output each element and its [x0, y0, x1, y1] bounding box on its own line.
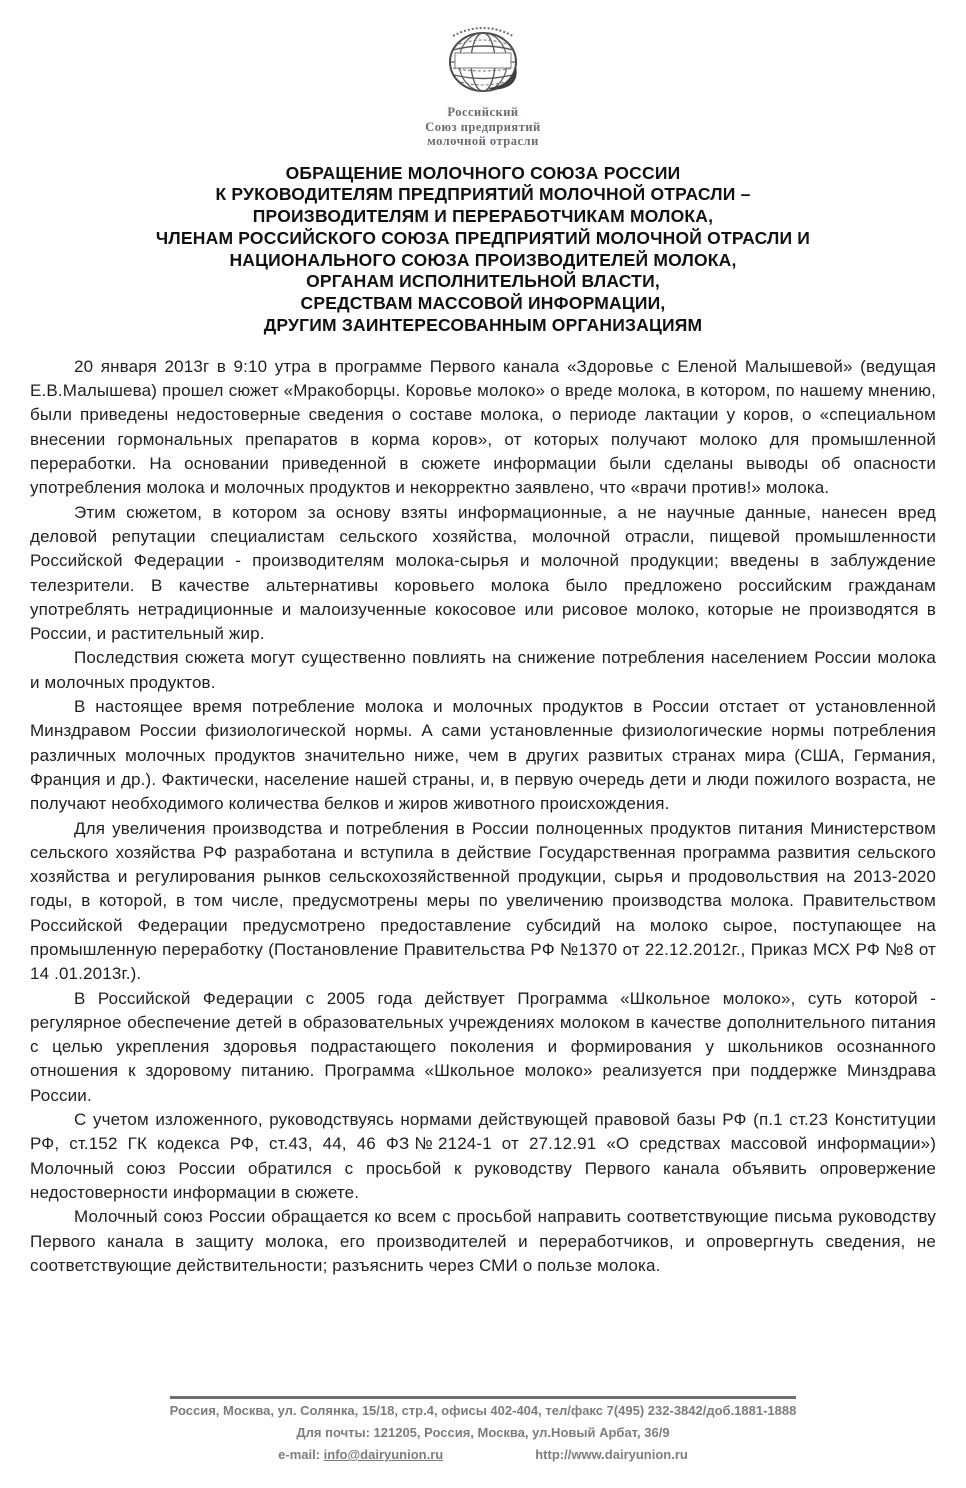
title-line: ПРОИЗВОДИТЕЛЯМ И ПЕРЕРАБОТЧИКАМ МОЛОКА,	[252, 206, 714, 227]
paragraph: В Российской Федерации с 2005 года действует Программа «Школьное молоко», суть которой - регулярное обеспечение детей в образовательных учреждениях молоком в качестве дополнительного питания с целью укрепления здоровья подрастающего поколения и формирования у школьников осознанного отношения к здоровому питанию. Программа «Школьное молоко» реализуется при поддержке Минздрава России.	[30, 988, 936, 1105]
logo-caption-line: Союз предприятий	[425, 119, 541, 134]
paragraph: Для увеличения производства и потребления в России полноценных продуктов питания Министерством сельского хозяйства РФ разработана и вступила в действие Государственная программа развития сельского хозяйства и регулирования рынков сельскохозяйственной продукции, сырья и продовольствия на 2013-2020 годы, в которой, в том числе, предусмотрены меры по увеличению производства молока. Правительством Российской Федерации предусмотрено предоставление субсидий на молоко сырое, поступающее на промышленную переработку (Постановление Правительства РФ №1370 от 22.12.2012г., Приказ МСХ РФ №8 от 14 .01.2013г.).	[30, 818, 936, 984]
letter-body	[30, 355, 936, 1278]
paragraph: Этим сюжетом, в котором за основу взяты информационные, а не научные данные, нанесен вред деловой репутации специалистам сельского хозяйства, молочной отрасли, пищевой промышленности Российской Федерации - производителям молока-сырья и молочной продукции; введены в заблуждение телезрители. В качестве альтернативы коровьего молока было предложено российским гражданам употреблять нетрадиционные и малоизученные кокосовое или рисовое молоко, которые не производятся в России, и растительный жир.	[30, 502, 936, 644]
logo-block	[30, 18, 936, 149]
logo-caption	[30, 105, 936, 149]
footer-postal-address: Для почты: 121205, Россия, Москва, ул.Новый Арбат, 36/9	[296, 1425, 670, 1440]
footer-website: http://www.dairyunion.ru	[535, 1447, 688, 1462]
title-line: ОРГАНАМ ИСПОЛНИТЕЛЬНОЙ ВЛАСТИ,	[306, 271, 660, 292]
dairy-union-globe-icon	[431, 18, 535, 98]
paragraph: Молочный союз России обращается ко всем с просьбой направить соответствующие письма руководству Первого канала в защиту молока, его производителей и переработчиков, и опровергнуть сведения, не соответствующие действительности; разъяснить через СМИ о пользе молока.	[30, 1207, 936, 1275]
footer-address: Россия, Москва, ул. Солянка, 15/18, стр.4, офисы 402-404, тел/факс 7(495) 232-3842/доб.1881-1888	[170, 1396, 797, 1422]
logo-caption-line: молочной отрасли	[427, 134, 539, 148]
paragraph: 20 января 2013г в 9:10 утра в программе Первого канала «Здоровье с Еленой Малышевой» (ведущая Е.В.Малышева) прошел сюжет «Мракоборцы. Коровье молоко» о вреде молока, в котором, по нашему мнению, были приведены недостоверные сведения о составе молока, о периоде лактации у коров, о «специальном внесении гормональных препаратов в корма коров», от которых получают молоко для промышленной переработки. На основании приведенной в сюжете информации были сделаны выводы об опасности употребления молока и молочных продуктов и некорректно заявлено, что «врачи против!» молока.	[30, 356, 936, 498]
paragraph: В настоящее время потребление молока и молочных продуктов в России отстает от установленной Минздравом России физиологической нормы. А сами установленные физиологические нормы потребления различных молочных продуктов значительно ниже, чем в других развитых странах мира (США, Германия, Франция и др.). Фактически, население нашей страны, и, в первую очередь дети и люди пожилого возраста, не получают необходимого количества белков и жиров животного происхождения.	[30, 697, 936, 814]
paragraph: С учетом изложенного, руководствуясь нормами действующей правовой базы РФ (п.1 ст.23 Конституции РФ, ст.152 ГК кодекса РФ, ст.43, 44, 46 ФЗ№2124-1 от 27.12.91 «О средствах массовой информации») Молочный союз России обратился с просьбой к руководству Первого канала объявить опровержение недостоверности информации в сюжете.	[30, 1110, 936, 1202]
title-line: ДРУГИМ ЗАИНТЕРЕСОВАННЫМ ОРГАНИЗАЦИЯМ	[263, 315, 703, 336]
title-line: НАЦИОНАЛЬНОГО СОЮЗА ПРОИЗВОДИТЕЛЕЙ МОЛОКА,	[229, 249, 737, 270]
logo-caption-line: Российский	[447, 105, 519, 119]
footer-email-link[interactable]: info@dairyunion.ru	[323, 1447, 444, 1462]
paragraph: Последствия сюжета могут существенно повлиять на снижение потребления населением России молока и молочных продуктов.	[30, 648, 936, 692]
letter-title	[30, 163, 936, 337]
footer-email-label: e-mail:	[278, 1447, 321, 1462]
title-line: ЧЛЕНАМ РОССИЙСКОГО СОЮЗА ПРЕДПРИЯТИЙ МОЛОЧНОЙ ОТРАСЛИ И	[155, 227, 811, 248]
footer-email-wrap	[278, 1444, 443, 1466]
letter-footer	[0, 1396, 966, 1466]
title-line: ОБРАЩЕНИЕ МОЛОЧНОГО СОЮЗА РОССИИ	[285, 162, 681, 183]
title-line: К РУКОВОДИТЕЛЯМ ПРЕДПРИЯТИЙ МОЛОЧНОЙ ОТРАСЛИ –	[215, 184, 751, 205]
title-line: СРЕДСТВАМ МАССОВОЙ ИНФОРМАЦИИ,	[300, 293, 666, 314]
